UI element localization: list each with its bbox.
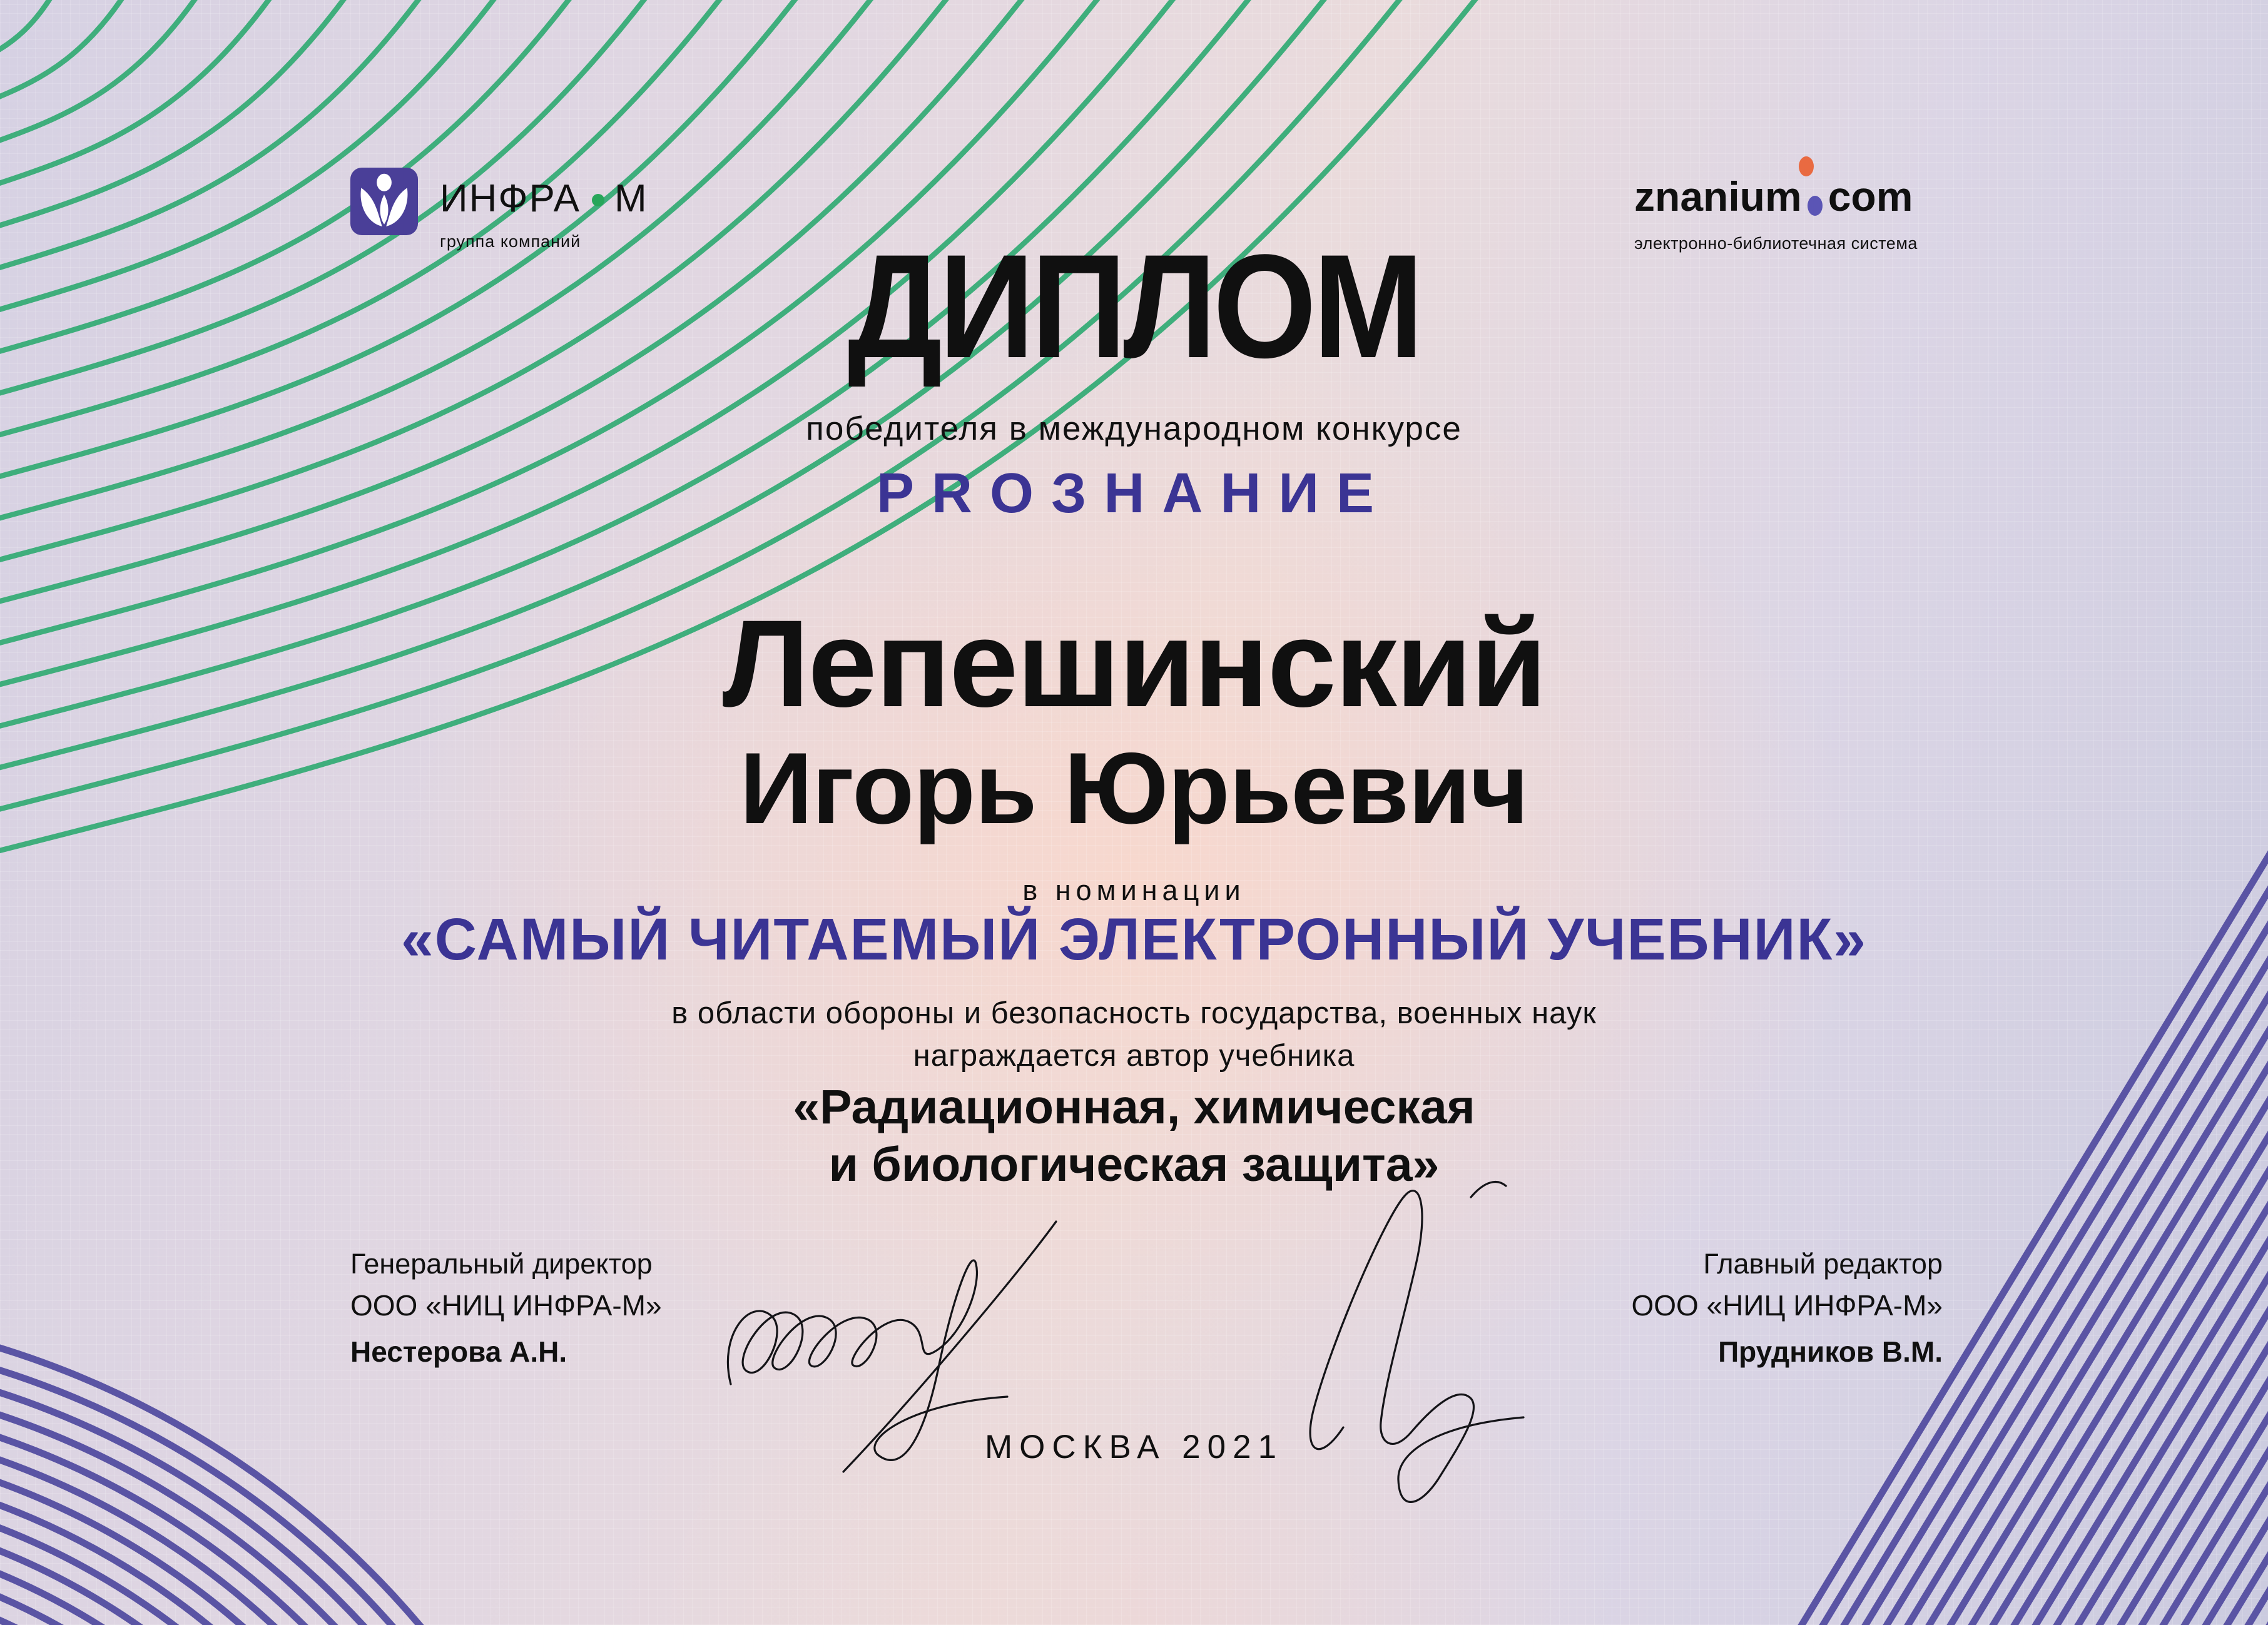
recipient-name-patronymic: Игорь Юрьевич [740,732,1528,845]
book-title-line2: и биологическая защита» [828,1138,1440,1192]
signatory-left-name: Нестерова А.Н. [350,1335,567,1368]
award-line: награждается автор учебника [913,1039,1355,1073]
place-year: МОСКВА 2021 [984,1429,1284,1466]
infra-green-dot-icon [592,194,604,206]
contest-name: PROЗНАНИЕ [876,462,1392,525]
field-line: в области обороны и безопасность государства, военных наук [671,996,1597,1030]
infra-m-logo-icon [349,168,419,235]
znanium-brand-word: znanium [1634,173,1802,220]
nomination-label: в номинации [1022,874,1246,906]
diploma-subtitle: победителя в международном конкурсе [806,410,1462,447]
diploma-title: ДИПЛОМ [847,224,1421,389]
infra-subtitle: группа компаний [440,232,581,251]
signatory-left [350,1243,662,1372]
znanium-brand-line [1634,173,1913,220]
signatory-left-role: Генеральный директор [350,1248,653,1280]
infra-brand-name: ИНФРА [440,177,581,220]
signatory-right [1631,1243,1943,1372]
book-title-line1: «Радиационная, химическая [793,1080,1475,1134]
signatory-right-role: Главный редактор [1703,1248,1943,1280]
signatory-right-name: Прудников В.М. [1718,1335,1943,1368]
znanium-orange-dot-icon [1799,156,1814,176]
znanium-subtitle: электронно-библиотечная система [1634,234,1918,253]
znanium-purple-dot-icon [1808,196,1823,216]
signatory-right-org: ООО «НИЦ ИНФРА-М» [1631,1289,1943,1322]
infra-brand-suffix: М [614,177,648,220]
nomination-value: «САМЫЙ ЧИТАЕМЫЙ ЭЛЕКТРОННЫЙ УЧЕБНИК» [400,906,1867,973]
infra-brand-line [440,176,648,221]
recipient-surname: Лепешинский [722,594,1546,732]
znanium-tld: com [1828,173,1913,220]
signatory-left-org: ООО «НИЦ ИНФРА-М» [350,1289,662,1322]
